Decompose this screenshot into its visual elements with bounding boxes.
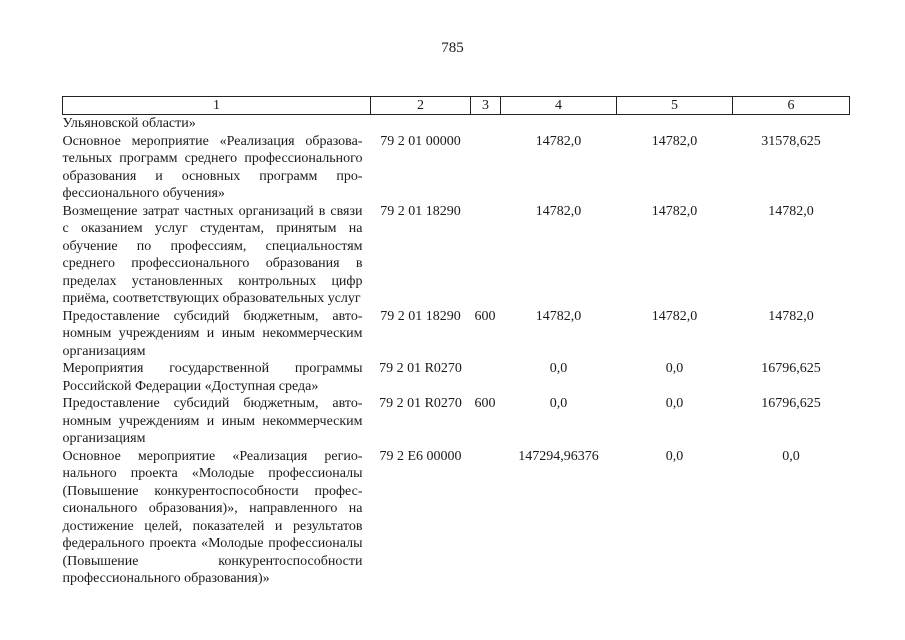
table-row [63, 395, 850, 448]
row-type [471, 203, 501, 308]
table-row [63, 308, 850, 361]
row-code: 79 2 01 R0270 [379, 361, 462, 376]
row-value-5 [617, 115, 733, 133]
row-name: Возмещение затрат частных организаций в связи с оказанием услуг студентам, принятым на обучение по профессиям, специальностям среднего профессионального образования в пределах установленных контрольных цифр приёма, соответствующих образовательных услуг [62, 203, 363, 306]
row-value-5: 0,0 [665, 361, 684, 376]
table-row [63, 448, 850, 588]
row-value-4: 0,0 [549, 361, 568, 376]
budget-table [62, 96, 850, 588]
row-name: Основное мероприятие «Реализация образовательных программ среднего профессионального образования и основных программ профессионального обучения» [62, 133, 363, 201]
row-type [471, 360, 501, 395]
row-value-6: 0,0 [782, 448, 800, 464]
row-value-6: 14782,0 [768, 203, 814, 219]
row-name: Ульяновской области» [62, 116, 196, 131]
row-value-6: 16796,625 [761, 396, 821, 411]
header-col-5: 5 [617, 97, 733, 115]
row-value-4: 14782,0 [535, 203, 582, 219]
row-value-4: 14782,0 [535, 308, 582, 324]
table-row [63, 115, 850, 133]
row-value-4: 0,0 [549, 396, 568, 411]
row-value-5: 14782,0 [651, 308, 698, 324]
table-row [63, 203, 850, 308]
row-type: 600 [474, 396, 496, 411]
header-col-4: 4 [501, 97, 617, 115]
row-value-4 [501, 115, 617, 133]
row-code: 79 2 01 R0270 [379, 396, 462, 411]
table-row [63, 133, 850, 203]
row-code [371, 115, 471, 133]
header-col-6: 6 [733, 97, 850, 115]
row-value-5: 0,0 [665, 448, 684, 464]
header-col-3: 3 [471, 97, 501, 115]
row-code: 79 2 01 18290 [380, 203, 461, 219]
header-row [63, 97, 850, 115]
row-value-4: 14782,0 [535, 133, 582, 149]
row-value-6 [733, 115, 850, 133]
row-name: Предоставление субсидий бюджетным, автономным учреждениям и иным некоммерческим организациям [62, 396, 363, 446]
header-col-1: 1 [63, 97, 371, 115]
row-value-5: 14782,0 [651, 133, 698, 149]
row-value-6: 14782,0 [768, 308, 814, 324]
row-type: 600 [474, 308, 496, 324]
header-col-2: 2 [371, 97, 471, 115]
row-type [471, 133, 501, 203]
row-value-4: 147294,96376 [518, 448, 599, 464]
row-name: Предоставление субсидий бюджетным, автономным учреждениям и иным некоммерческим организациям [62, 308, 363, 359]
row-code: 79 2 E6 00000 [379, 448, 462, 464]
row-value-6: 31578,625 [761, 133, 821, 149]
table-row [63, 360, 850, 395]
page-number: 785 [441, 40, 464, 56]
row-value-5: 14782,0 [651, 203, 698, 219]
row-value-5: 0,0 [665, 396, 684, 411]
row-name: Мероприятия государственной программы Российской Федерации «Доступная среда» [62, 361, 363, 394]
row-name: Основное мероприятие «Реализация регионального проекта «Молодые профессионалы (Повышение конкурентоспособности профессионального образования)», направленного на достижение целей, показателей и результатов федерального проекта «Молодые профессионалы (Повышение конкурентоспособности профессионального образования)» [62, 448, 363, 586]
row-type [471, 448, 501, 588]
row-code: 79 2 01 18290 [380, 308, 461, 324]
row-code: 79 2 01 00000 [380, 133, 461, 149]
row-value-6: 16796,625 [761, 361, 821, 376]
row-type [471, 115, 501, 133]
